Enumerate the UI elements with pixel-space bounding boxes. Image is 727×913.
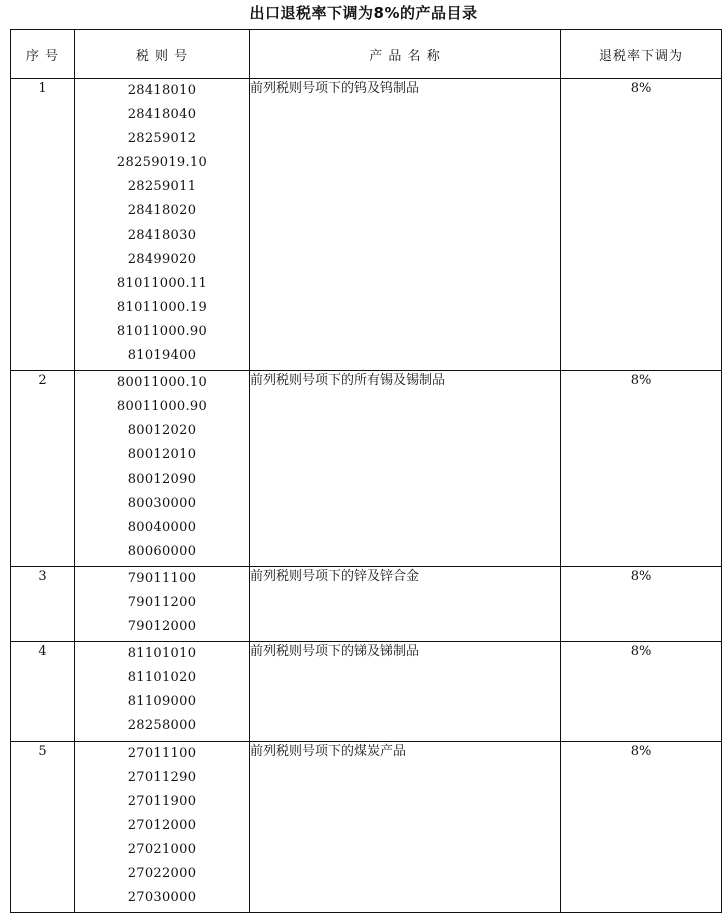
tariff-code: 28418010 [127, 83, 197, 98]
row-seq-text: 3 [38, 568, 47, 584]
row-rate [561, 642, 722, 741]
tariff-code: 27021000 [127, 841, 197, 857]
tariff-code: 27011900 [127, 793, 197, 809]
product-name-text: 前列税则号项下的锑及锑制品 [250, 644, 420, 660]
tariff-code: 80060000 [127, 543, 197, 559]
row-codes [75, 79, 250, 371]
row-seq [11, 642, 75, 741]
tariff-code: 81101020 [127, 670, 197, 686]
row-codes [75, 642, 250, 741]
header-row [11, 30, 722, 79]
tariff-code: 81011000.11 [116, 275, 208, 291]
rate-text: 8% [630, 81, 652, 96]
tariff-code: 28418040 [127, 107, 197, 123]
tariff-code: 27022000 [127, 866, 197, 881]
row-seq [11, 371, 75, 567]
rate-text: 8% [630, 373, 652, 389]
product-name-text: 前列税则号项下的所有锡及锡制品 [250, 373, 446, 389]
header-rate: 退税率下调为 [561, 30, 722, 79]
row-codes [75, 371, 250, 567]
tariff-code: 28418020 [127, 203, 197, 219]
tariff-code: 27011100 [127, 745, 197, 761]
row-seq [11, 566, 75, 641]
tariff-code: 28259011 [127, 179, 197, 195]
product-name-text: 前列税则号项下的钨及钨制品 [250, 81, 420, 96]
table-row [11, 741, 722, 913]
header-seq: 序 号 [11, 30, 75, 79]
row-seq-text: 4 [38, 644, 47, 660]
tariff-code: 27011290 [127, 769, 197, 785]
row-seq-text: 1 [38, 81, 47, 96]
row-product-name [250, 371, 561, 567]
tariff-code: 81109000 [127, 694, 197, 710]
tariff-code: 28499020 [127, 251, 197, 267]
tariff-code: 81019400 [127, 348, 197, 364]
rate-text: 8% [630, 568, 652, 584]
tariff-code: 80030000 [127, 495, 197, 511]
row-codes [75, 566, 250, 641]
row-product-name [250, 566, 561, 641]
row-rate [561, 566, 722, 641]
row-product-name [250, 79, 561, 371]
tariff-code: 28259019.10 [116, 155, 208, 171]
tariff-code: 28259012 [127, 131, 197, 147]
code-list [75, 742, 249, 913]
row-rate [561, 79, 722, 371]
tariff-code: 27030000 [127, 890, 197, 906]
tariff-code: 80012090 [127, 471, 197, 487]
tariff-code: 79011100 [127, 570, 197, 586]
code-list [75, 567, 249, 641]
tariff-code: 81101010 [127, 646, 197, 662]
row-product-name [250, 642, 561, 741]
tariff-code: 80012020 [127, 423, 197, 439]
tariff-code: 28418030 [127, 227, 197, 243]
page-title: 出口退税率下调为8%的产品目录 [249, 4, 478, 22]
tariff-code: 79012000 [127, 619, 197, 635]
tariff-code: 80011000.90 [116, 399, 208, 415]
row-seq-text: 5 [38, 743, 47, 759]
row-seq [11, 79, 75, 371]
tariff-code: 28258000 [127, 718, 197, 734]
row-rate [561, 741, 722, 913]
row-seq [11, 741, 75, 913]
tariff-code: 80011000.10 [116, 375, 208, 391]
product-name-text: 前列税则号项下的煤炭产品 [250, 743, 407, 759]
table-row [11, 79, 722, 371]
row-product-name [250, 741, 561, 913]
rate-text: 8% [630, 743, 652, 759]
tariff-code: 81011000.90 [116, 323, 208, 339]
row-codes [75, 741, 250, 913]
tariff-code: 80012010 [127, 447, 197, 463]
row-rate [561, 371, 722, 567]
tariff-code: 79011200 [127, 594, 197, 610]
code-list [75, 642, 249, 740]
tariff-code: 81011000.19 [116, 299, 208, 315]
catalog-body [11, 79, 722, 913]
header-code: 税 则 号 [75, 30, 250, 79]
table-row [11, 371, 722, 567]
code-list [75, 79, 249, 370]
header-name: 产 品 名 称 [250, 30, 561, 79]
table-row [11, 566, 722, 641]
product-name-text: 前列税则号项下的锌及锌合金 [250, 568, 420, 584]
table-row [11, 642, 722, 741]
row-seq-text: 2 [38, 373, 47, 389]
catalog-table [10, 29, 722, 913]
code-list [75, 371, 249, 566]
rate-text: 8% [630, 644, 652, 660]
tariff-code: 80040000 [127, 519, 197, 535]
tariff-code: 27012000 [127, 817, 197, 833]
